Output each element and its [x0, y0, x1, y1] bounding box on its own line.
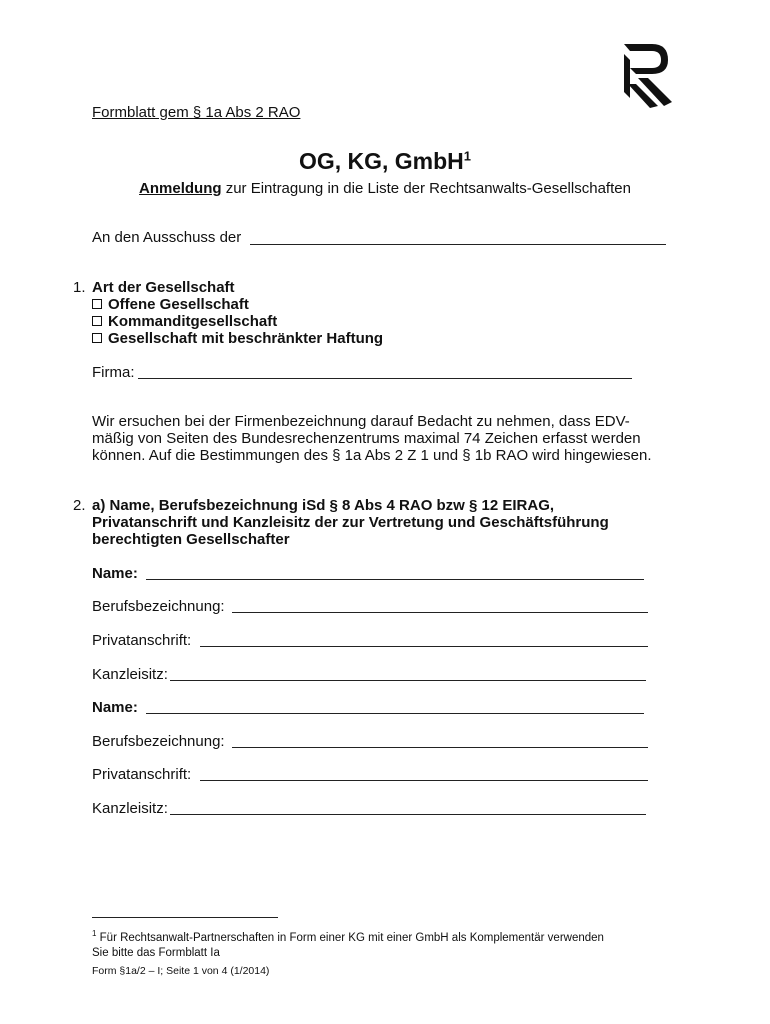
- kanzlei-label-1: Kanzleisitz:: [92, 666, 168, 683]
- checkbox-kg[interactable]: [92, 316, 102, 326]
- title-footnote-mark: 1: [463, 148, 472, 164]
- firma-note-line-2: mäßig von Seiten des Bundesrechenzentrums maximal 74 Zeichen erfasst werden: [92, 430, 641, 447]
- footnote-mark: 1: [92, 929, 97, 938]
- section2-heading-line-1: a) Name, Berufsbezeichnung iSd § 8 Abs 4 RAO bzw § 12 EIRAG,: [92, 497, 555, 514]
- checkbox-gmbh[interactable]: [92, 333, 102, 343]
- subtitle-bold: Anmeldung: [139, 180, 222, 197]
- privat-input-line-1[interactable]: [200, 646, 648, 647]
- beruf-label-2: Berufsbezeichnung:: [92, 733, 225, 750]
- firma-note-line-3: können. Auf die Bestimmungen des § 1a Abs 2 Z 1 und § 1b RAO wird hingewiesen.: [92, 447, 652, 464]
- firma-note-line-1: Wir ersuchen bei der Firmenbezeichnung darauf Bedacht zu nehmen, dass EDV-: [92, 413, 630, 430]
- option-kg[interactable]: [92, 313, 277, 330]
- footnote-line-2: Sie bitte das Formblatt Ia: [92, 946, 220, 959]
- page-title: [0, 148, 770, 175]
- logo-icon: [616, 40, 676, 110]
- name-input-line-1[interactable]: [146, 579, 644, 580]
- footnote: [92, 926, 692, 961]
- firma-label: Firma:: [92, 364, 135, 381]
- firma-note: [92, 413, 692, 464]
- privat-input-line-2[interactable]: [200, 780, 648, 781]
- footnote-line-1: Für Rechtsanwalt-Partnerschaften in Form einer KG mit einer GmbH als Komplementär verwenden: [96, 931, 604, 944]
- title-text: OG, KG, GmbH: [298, 148, 464, 174]
- option-og[interactable]: [92, 296, 249, 313]
- kanzlei-input-line-2[interactable]: [170, 814, 646, 815]
- name-label-2: Name:: [92, 699, 138, 716]
- kanzlei-input-line-1[interactable]: [170, 680, 646, 681]
- addressee-label: An den Ausschuss der: [92, 229, 242, 246]
- subtitle: [0, 180, 770, 197]
- section2-heading-line-3: berechtigten Gesellschafter: [92, 531, 290, 548]
- option-gmbh-label: Gesellschaft mit beschränkter Haftung: [108, 330, 384, 347]
- subtitle-rest: zur Eintragung in die Liste der Rechtsanwalts-Gesellschaften: [221, 180, 631, 197]
- checkbox-og[interactable]: [92, 299, 102, 309]
- name-label-1: Name:: [92, 565, 138, 582]
- section1-number: 1.: [73, 279, 86, 296]
- firma-input-line[interactable]: [138, 378, 632, 379]
- section2-heading-line-2: Privatanschrift und Kanzleisitz der zur Vertretung und Geschäftsführung: [92, 514, 609, 531]
- privat-label-1: Privatanschrift:: [92, 632, 192, 649]
- beruf-input-line-2[interactable]: [232, 747, 648, 748]
- option-gmbh[interactable]: [92, 330, 383, 347]
- formblatt-reference: Formblatt gem § 1a Abs 2 RAO: [92, 104, 301, 121]
- name-input-line-2[interactable]: [146, 713, 644, 714]
- option-kg-label: Kommanditgesellschaft: [108, 313, 278, 330]
- beruf-input-line-1[interactable]: [232, 612, 648, 613]
- option-og-label: Offene Gesellschaft: [108, 296, 249, 313]
- addressee-input-line[interactable]: [250, 244, 666, 245]
- beruf-label-1: Berufsbezeichnung:: [92, 598, 225, 615]
- footnote-divider: [92, 917, 278, 918]
- section2-heading: [92, 497, 692, 548]
- page-footer: Form §1a/2 – I; Seite 1 von 4 (1/2014): [92, 965, 270, 977]
- section1-heading: Art der Gesellschaft: [92, 279, 235, 296]
- section2-number: 2.: [73, 497, 86, 514]
- kanzlei-label-2: Kanzleisitz:: [92, 800, 168, 817]
- privat-label-2: Privatanschrift:: [92, 766, 192, 783]
